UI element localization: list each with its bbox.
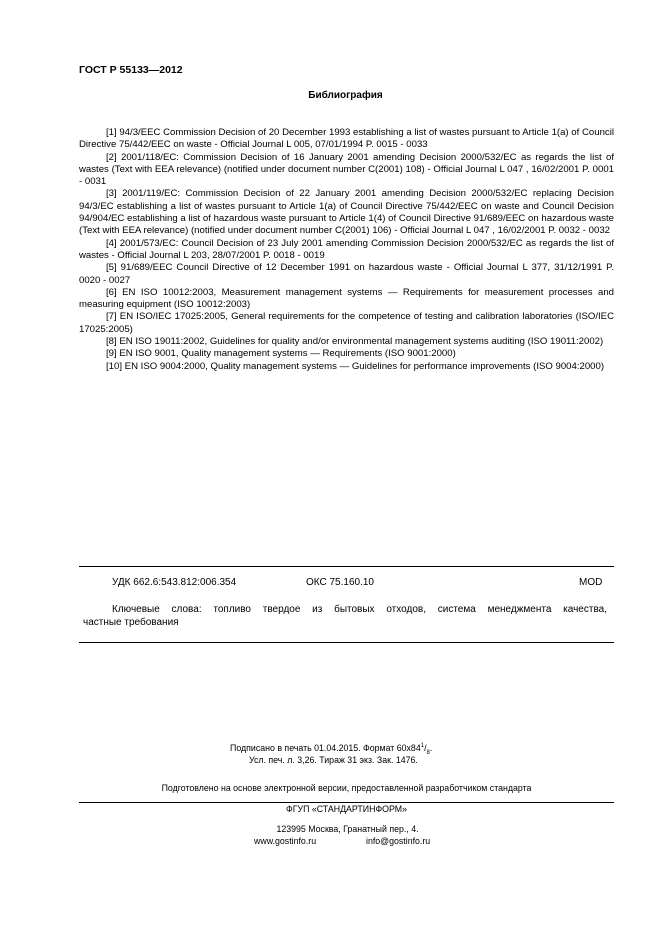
divider-bottom xyxy=(79,642,614,643)
imprint-signed: Подписано в печать 01.04.2015. Формат $60x84^1/_8$. xyxy=(230,743,433,756)
keywords-line-2: частные требования xyxy=(83,616,179,628)
bibliography-entry: [7] EN ISO/IEC 17025:2005, General requirements for the competence of testing and calibration laboratories (ISO/IEC 17025:2005) xyxy=(79,311,614,335)
prepared-note xyxy=(0,783,661,793)
bibliography-entry: [6] EN ISO 10012:2003, Measurement management systems — Requirements for measurement processes and measuring equipment (ISO 10012:2003) xyxy=(79,286,614,311)
prepared-note-text: Подготовлено на основе электронной версии, предоставленной разработчиком стандарта xyxy=(161,783,532,793)
publisher-name-text: ФГУП «СТАНДАРТИНФОРМ» xyxy=(286,804,407,814)
publisher-divider xyxy=(79,802,614,803)
bibliography-entry: [5] 91/689/EEC Council Directive of 12 December 1991 on hazardous waste - Official Journal L 377, 31/12/1991 P. 0020 - 0027 xyxy=(79,262,614,286)
format-end: . xyxy=(429,743,433,753)
section-title xyxy=(0,90,661,101)
bibliography-entry: [9] EN ISO 9001, Quality management systems — Requirements (ISO 9001:2000) xyxy=(106,348,456,360)
publisher-address xyxy=(0,824,661,834)
bibliography-entry: [8] EN ISO 19011:2002, Guidelines for quality and/or environmental management systems auditing (ISO 19011:2002) xyxy=(106,336,604,348)
publisher-name xyxy=(0,804,661,814)
publisher-email-link[interactable]: info@gostinfo.ru xyxy=(366,836,431,846)
bibliography-entry: [3] 2001/119/EC: Commission Decision of 22 January 2001 amending Decision 2000/532/EC replacing Decision 94/3/EC establishing a list of wastes pursuant to Article 1(a) of Council Directive 75/442/EEC on waste and Council Decision 94/904/EC establishing a list of hazardous waste pursuant to Article 1(4) of Council Directive 91/689/EEC on hazardous waste (Text with EEA relevance) (notified under document number C(2001) 106) - Official Journal L 047 , 16/02/2001 P. 0032 - 0032 xyxy=(79,188,614,237)
divider-top xyxy=(79,566,614,567)
bibliography-entry: [1] 94/3/EEC Commission Decision of 20 December 1993 establishing a list of wastes pursuant to Article 1(a) of Council Directive 75/442/EEC on waste - Official Journal L 005, 07/01/1994 P. 0015 - 0033 xyxy=(79,127,614,151)
bibliography-entry: [4] 2001/573/EC: Council Decision of 23 July 2001 amending Commission Decision 2000/532/EC as regards the list of wastes - Official Journal L 203, 28/07/2001 P. 0018 - 0019 xyxy=(79,237,614,261)
publisher-address-text: 123995 Москва, Гранатный пер., 4. xyxy=(276,824,419,834)
bibliography-list xyxy=(79,127,614,373)
section-title-text: Библиография xyxy=(308,90,383,101)
format-superscript: 1 xyxy=(420,743,425,750)
mod-label: MOD xyxy=(579,577,603,588)
imprint-details: Усл. печ. л. 3,26. Тираж 31 экз. Зак. 1476. xyxy=(249,755,418,765)
udk-code: УДК 662.6:543.812:006.354 xyxy=(112,577,237,588)
bibliography-entry: [2] 2001/118/EC: Commission Decision of 16 January 2001 amending Decision 2000/532/EC as regards the list of wastes (Text with EEA relevance) (notified under document number C(2001) 108) - Official Journal L 047 , 16/02/2001 P. 0001 - 0031 xyxy=(79,151,614,188)
format-subscript: 8 xyxy=(426,749,430,756)
imprint-signed-text: Подписано в печать 01.04.2015. Формат 60x84 xyxy=(230,743,421,753)
publisher-website-link[interactable]: www.gostinfo.ru xyxy=(254,836,317,846)
keywords-block xyxy=(79,604,607,629)
keywords-line-1: Ключевые слова: топливо твердое из бытовых отходов, система менеджмента качества, xyxy=(112,604,607,615)
oks-code: ОКС 75.160.10 xyxy=(306,577,374,588)
bibliography-entry: [10] EN ISO 9004:2000, Quality management systems — Guidelines for performance improvements (ISO 9004:2000) xyxy=(106,360,605,372)
document-code: ГОСТ Р 55133—2012 xyxy=(79,64,183,76)
